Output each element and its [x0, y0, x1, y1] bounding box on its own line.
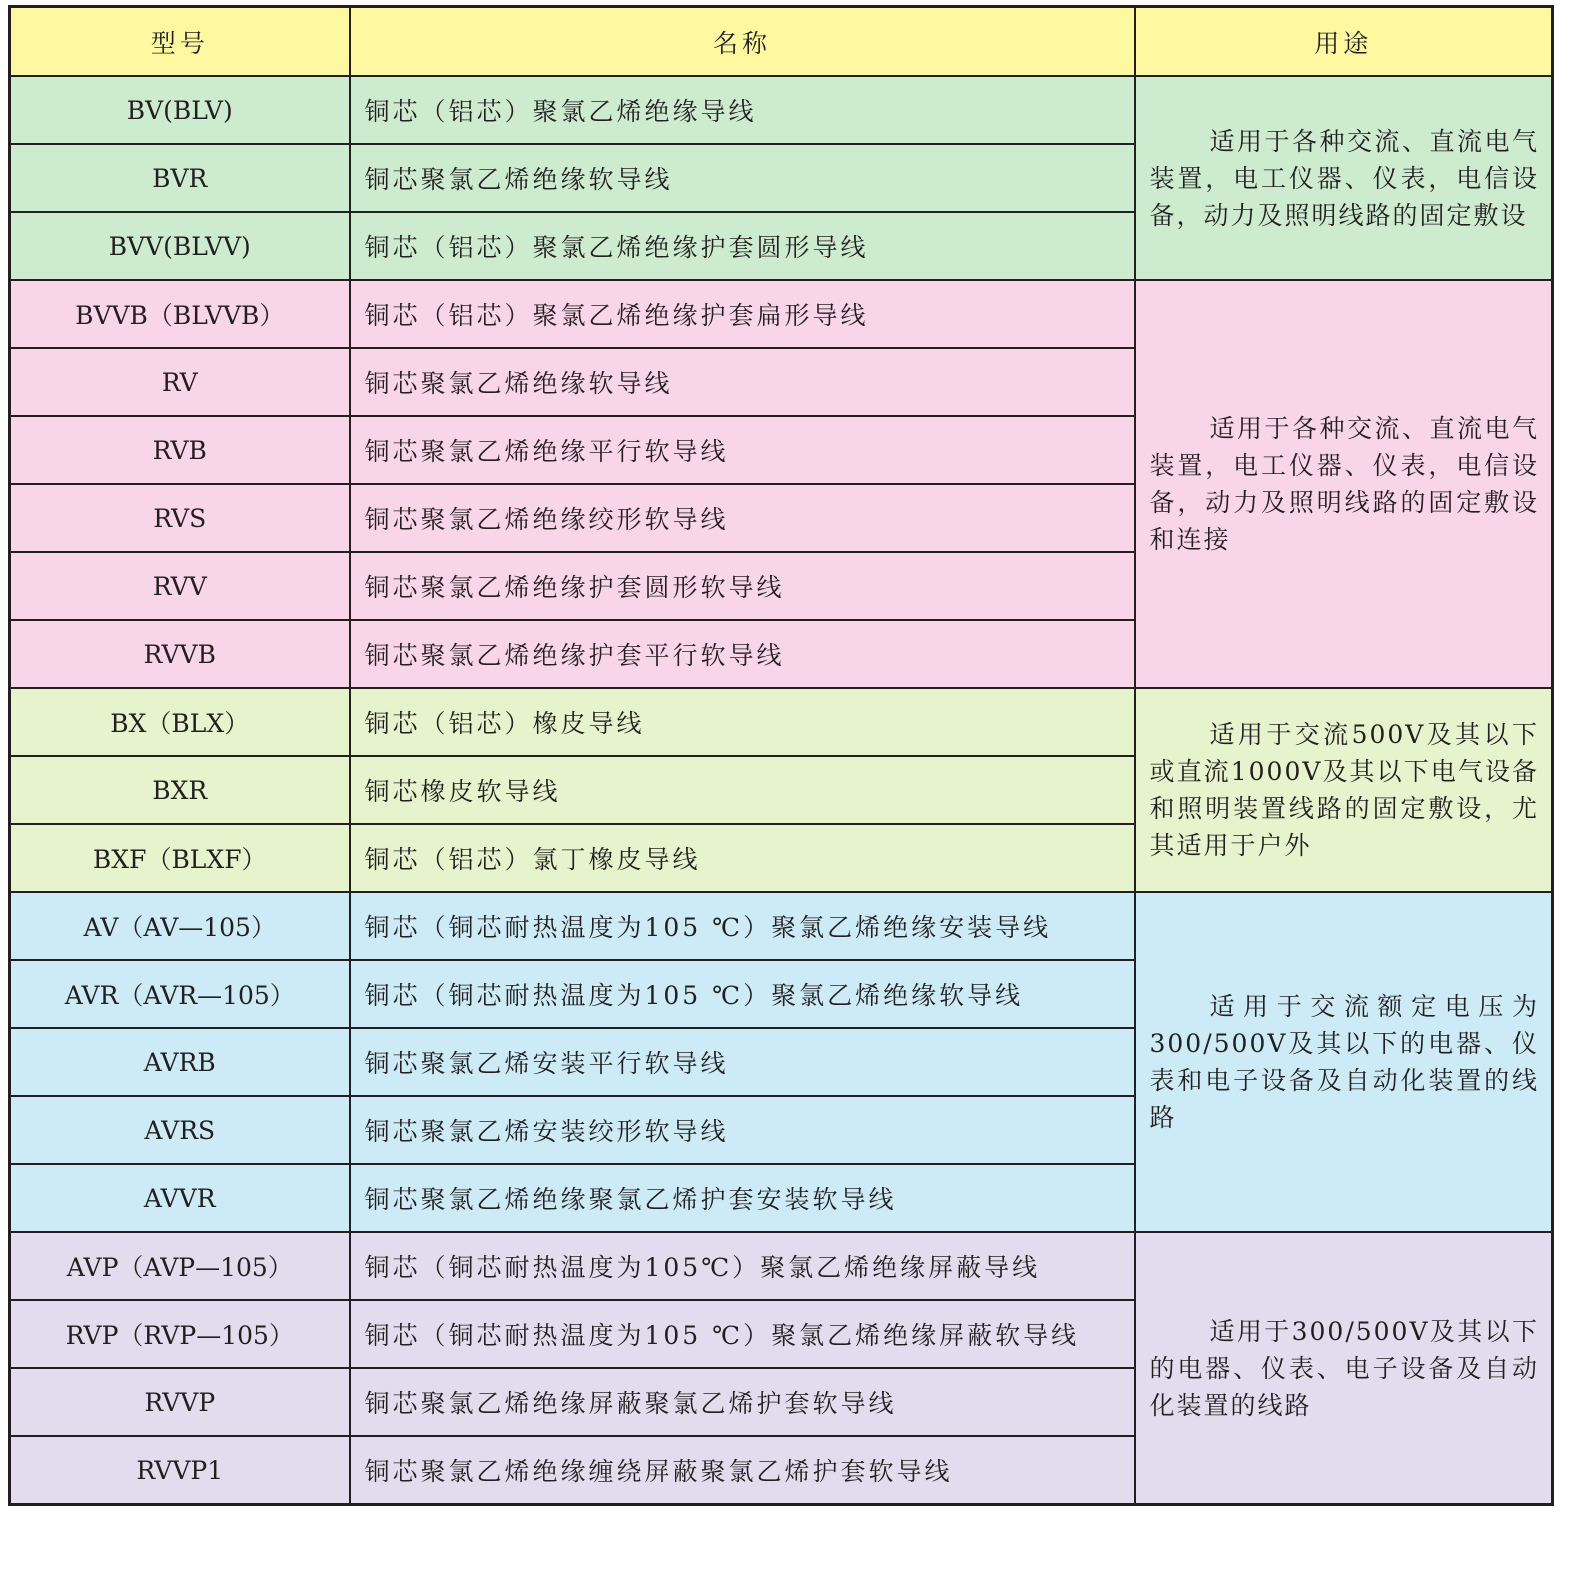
model-cell: BVR	[10, 144, 350, 212]
name-cell: 铜芯（铝芯）聚氯乙烯绝缘导线	[350, 76, 1135, 144]
model-cell: BXF（BLXF）	[10, 824, 350, 892]
header-usage: 用途	[1135, 7, 1553, 77]
wire-types-table	[8, 5, 1554, 1506]
model-cell: AVR（AVR—105）	[10, 960, 350, 1028]
name-cell: 铜芯聚氯乙烯绝缘平行软导线	[350, 416, 1135, 484]
name-cell: 铜芯聚氯乙烯绝缘聚氯乙烯护套安装软导线	[350, 1164, 1135, 1232]
name-cell: 铜芯（铜芯耐热温度为105℃）聚氯乙烯绝缘屏蔽导线	[350, 1232, 1135, 1300]
model-cell: AVRS	[10, 1096, 350, 1164]
usage-cell: 适用于交流500V及其以下或直流1000V及其以下电气设备和照明装置线路的固定敷设，尤其适用于户外	[1135, 688, 1553, 892]
name-cell: 铜芯（铝芯）聚氯乙烯绝缘护套扁形导线	[350, 280, 1135, 348]
model-cell: BX（BLX）	[10, 688, 350, 756]
model-cell: RVB	[10, 416, 350, 484]
model-cell: AVVR	[10, 1164, 350, 1232]
table-header-row	[10, 7, 1553, 77]
model-cell: RVV	[10, 552, 350, 620]
name-cell: 铜芯（铜芯耐热温度为105 ℃）聚氯乙烯绝缘软导线	[350, 960, 1135, 1028]
model-cell: AV（AV—105）	[10, 892, 350, 960]
name-cell: 铜芯（铜芯耐热温度为105 ℃）聚氯乙烯绝缘屏蔽软导线	[350, 1300, 1135, 1368]
table-row	[10, 76, 1553, 144]
model-cell: AVP（AVP—105）	[10, 1232, 350, 1300]
model-cell: RVVP	[10, 1368, 350, 1436]
model-cell: BXR	[10, 756, 350, 824]
name-cell: 铜芯聚氯乙烯绝缘屏蔽聚氯乙烯护套软导线	[350, 1368, 1135, 1436]
name-cell: 铜芯聚氯乙烯绝缘软导线	[350, 144, 1135, 212]
name-cell: 铜芯聚氯乙烯绝缘缠绕屏蔽聚氯乙烯护套软导线	[350, 1436, 1135, 1505]
name-cell: 铜芯橡皮软导线	[350, 756, 1135, 824]
table-row	[10, 280, 1553, 348]
name-cell: 铜芯（铝芯）聚氯乙烯绝缘护套圆形导线	[350, 212, 1135, 280]
name-cell: 铜芯（铝芯）氯丁橡皮导线	[350, 824, 1135, 892]
usage-cell: 适用于各种交流、直流电气装置，电工仪器、仪表，电信设备，动力及照明线路的固定敷设	[1135, 76, 1553, 280]
model-cell: RVVP1	[10, 1436, 350, 1505]
table-row	[10, 1232, 1553, 1300]
model-cell: RVP（RVP—105）	[10, 1300, 350, 1368]
usage-cell: 适用于各种交流、直流电气装置，电工仪器、仪表，电信设备，动力及照明线路的固定敷设和连接	[1135, 280, 1553, 688]
usage-cell: 适用于交流额定电压为300/500V及其以下的电器、仪表和电子设备及自动化装置的线路	[1135, 892, 1553, 1232]
header-name: 名称	[350, 7, 1135, 77]
model-cell: AVRB	[10, 1028, 350, 1096]
model-cell: RVS	[10, 484, 350, 552]
name-cell: 铜芯聚氯乙烯绝缘软导线	[350, 348, 1135, 416]
header-model: 型号	[10, 7, 350, 77]
name-cell: 铜芯（铝芯）橡皮导线	[350, 688, 1135, 756]
name-cell: 铜芯聚氯乙烯绝缘护套平行软导线	[350, 620, 1135, 688]
model-cell: BV(BLV)	[10, 76, 350, 144]
name-cell: 铜芯聚氯乙烯安装平行软导线	[350, 1028, 1135, 1096]
table-row	[10, 892, 1553, 960]
name-cell: 铜芯聚氯乙烯安装绞形软导线	[350, 1096, 1135, 1164]
wire-table-container	[8, 5, 1551, 1543]
name-cell: 铜芯聚氯乙烯绝缘护套圆形软导线	[350, 552, 1135, 620]
usage-cell: 适用于300/500V及其以下的电器、仪表、电子设备及自动化装置的线路	[1135, 1232, 1553, 1505]
model-cell: RV	[10, 348, 350, 416]
table-row	[10, 688, 1553, 756]
model-cell: RVVB	[10, 620, 350, 688]
model-cell: BVVB（BLVVB）	[10, 280, 350, 348]
name-cell: 铜芯（铜芯耐热温度为105 ℃）聚氯乙烯绝缘安装导线	[350, 892, 1135, 960]
name-cell: 铜芯聚氯乙烯绝缘绞形软导线	[350, 484, 1135, 552]
model-cell: BVV(BLVV)	[10, 212, 350, 280]
